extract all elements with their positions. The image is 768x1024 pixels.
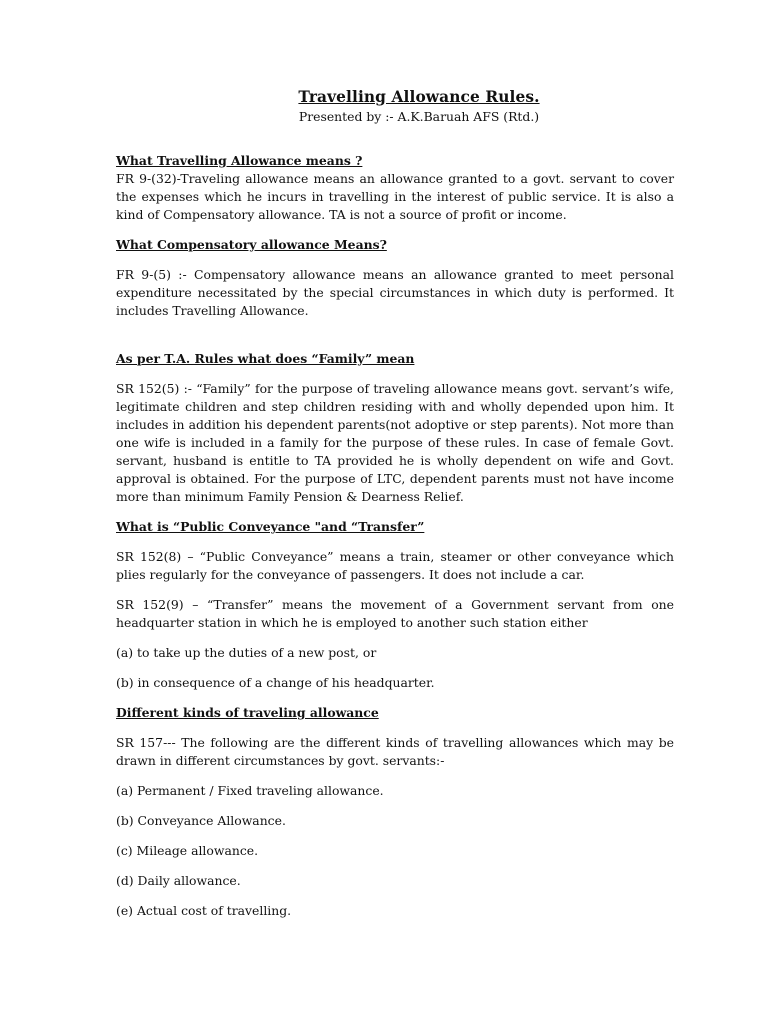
section-heading-public-conveyance: What is “Public Conveyance "and “Transfer” — [116, 519, 425, 534]
list-item: (d) Daily allowance. — [116, 873, 241, 888]
document-page — [116, 86, 674, 920]
document-subtitle: Presented by :- A.K.Baruah AFS (Rtd.) — [298, 109, 540, 124]
paragraph-compensatory: FR 9-(5) :- Compensatory allowance means an allowance granted to meet personal expenditure necessitated by the special circumstances in which duty is performed. It includes Travelling Allowance. — [116, 267, 674, 318]
paragraph-family: SR 152(5) :- “Family” for the purpose of traveling allowance means govt. servant’s wife, legitimate children and step children residing with and wholly depended upon him. It includes in addition his dependent parents(not adoptive or step parents). Not more than one wife is included in a family for the purpose of these rules. In case of female Govt. servant, husband is entitle to TA provided he is wholly dependent on wife and Govt. approval is obtained. For the purpose of LTC, dependent parents must not have income more than minimum Family Pension & Dearness Relief. — [116, 381, 674, 504]
section-heading-family: As per T.A. Rules what does “Family” mean — [116, 351, 415, 366]
paragraph-ta-meaning: FR 9-(32)-Traveling allowance means an allowance granted to a govt. servant to cover the expenses which he incurs in travelling in the interest of public service. It is also a kind of Compensatory allowance. TA is not a source of profit or income. — [116, 171, 674, 222]
list-item: (c) Mileage allowance. — [116, 843, 259, 858]
paragraph-public-conveyance: SR 152(8) – “Public Conveyance” means a train, steamer or other conveyance which plies regularly for the conveyance of passengers. It does not include a car. — [116, 549, 674, 582]
list-item-transfer-b: (b) in consequence of a change of his headquarter. — [116, 675, 435, 690]
section-heading-ta-meaning: What Travelling Allowance means ? — [116, 153, 363, 168]
title-block — [164, 86, 674, 126]
paragraph-transfer: SR 152(9) – “Transfer” means the movement of a Government servant from one headquarter station in which he is employed to another such station either — [116, 597, 674, 630]
list-item: (b) Conveyance Allowance. — [116, 813, 286, 828]
document-title: Travelling Allowance Rules. — [298, 88, 540, 106]
paragraph-kinds-of-ta: SR 157--- The following are the different kinds of travelling allowances which may be drawn in different circumstances by govt. servants:- — [116, 735, 674, 768]
section-heading-compensatory: What Compensatory allowance Means? — [116, 237, 387, 252]
list-item: (e) Actual cost of travelling. — [116, 903, 292, 918]
list-item: (a) Permanent / Fixed traveling allowance. — [116, 783, 384, 798]
list-item-transfer-a: (a) to take up the duties of a new post, or — [116, 645, 377, 660]
section-heading-kinds-of-ta: Different kinds of traveling allowance — [116, 705, 379, 720]
